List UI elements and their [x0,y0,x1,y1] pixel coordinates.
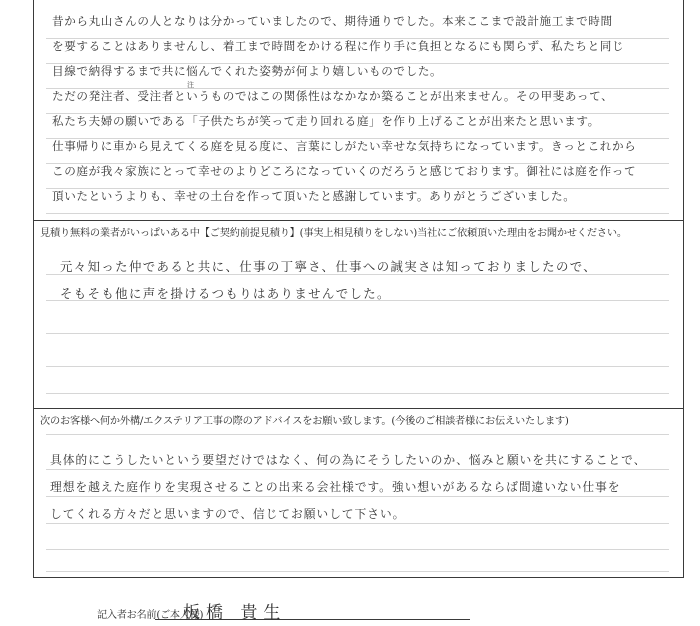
signature-row [97,600,377,624]
survey-form [33,0,684,578]
handwritten-line: 仕事帰りに車から見えてくる庭を見る度に、言葉にしがたい幸せな気持ちになっています。きっとこれから [52,139,637,153]
ruled-line [46,469,669,470]
section-advice [34,408,683,578]
ruled-line [46,333,669,334]
correction-mark: 注 [187,81,194,89]
ruled-line [46,366,669,367]
ruled-line [46,523,669,524]
handwritten-line: 昔から丸山さんの人となりは分かっていましたので、期待通りでした。本来ここまで設計施工まで時間 [52,14,613,28]
handwritten-line: そもそも他に声を掛けるつもりはありませんでした。 [60,286,391,301]
section-impressions [34,0,683,220]
ruled-line [46,213,669,214]
handwritten-line: を要することはありませんし、着工まで時間をかける程に作り手に負担となるにも関らず、私たちと同じ [52,39,625,53]
ruled-line [46,571,669,572]
ruled-line [46,496,669,497]
handwritten-line: 元々知った仲であると共に、仕事の丁寧さ、仕事への誠実さは知っておりましたので、 [60,259,598,274]
handwritten-line: ただの発注者、受注者というものではこの関係性はなかなか築ることが出来ません。その甲斐あって、 [52,89,614,103]
handwritten-line: 頂いたというよりも、幸せの土台を作って頂いたと感謝しています。ありがとうございました。 [52,189,576,203]
question-prompt: 見積り無料の業者がいっぱいある中【ご契約前提見積り】(事実上相見積りをしない)当社にご依頼頂いた理由をお聞かせください。 [40,228,627,239]
ruled-line [46,549,669,550]
ruled-line [46,434,669,435]
handwritten-line: してくれる方々だと思いますので、信じてお願いして下さい。 [50,507,406,521]
signature-name: 板橋 貴生 [183,603,287,623]
ruled-line [46,393,669,394]
handwritten-line: 目線で納得するまで共に悩んでくれた姿勢が何より嬉しいものでした。 [52,64,443,78]
handwritten-line: 私たち夫婦の願いである「子供たちが笑って走り回れる庭」を作り上げることが出来たと思います。 [52,114,600,128]
signature-label: 記入者お名前(ご本人様) [97,610,204,621]
handwritten-line: 理想を越えた庭作りを実現させることの出来る会社様です。強い想いがあるならば間違いない仕事を [50,480,621,494]
handwritten-line: この庭が我々家族にとって幸せのよりどころになっていくのだろうと感じております。御社には庭を作って [52,164,637,178]
question-prompt: 次のお客様へ何か外構/エクステリア工事の際のアドバイスをお願い致します。(今後のご相談者様にお伝えいたします) [40,416,569,427]
section-reason [34,220,683,408]
handwritten-line: 具体的にこうしたいという要望だけではなく、何の為にそうしたいのか、悩みと願いを共にすることで、 [50,453,647,467]
